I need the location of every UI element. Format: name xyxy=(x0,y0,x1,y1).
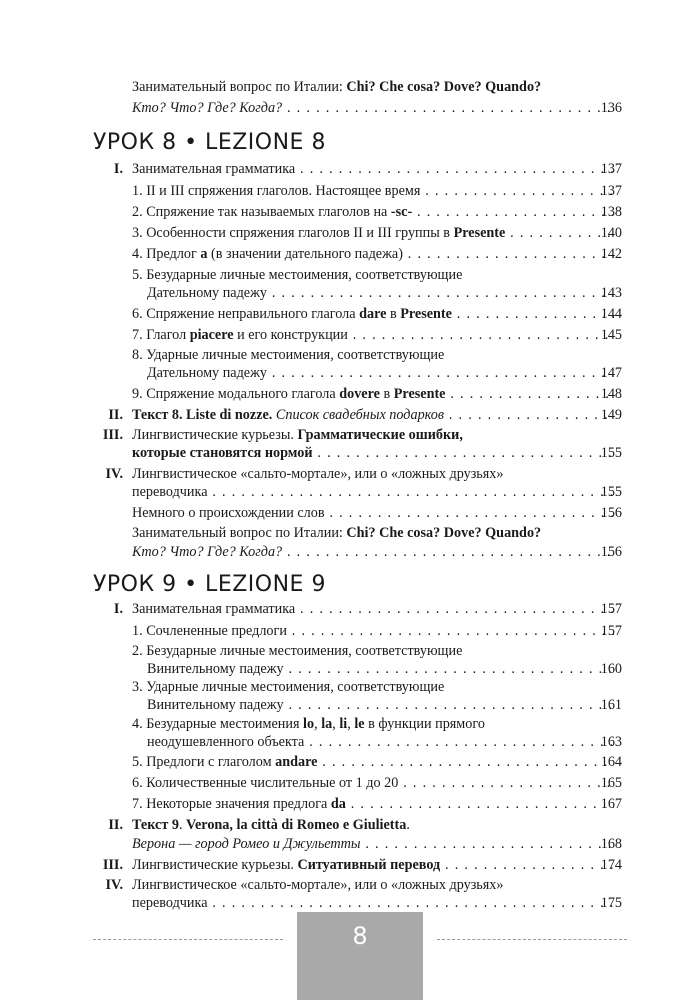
toc-entry-text: Дательному падежу xyxy=(147,365,267,381)
toc-l9-item-6[interactable] xyxy=(0,772,682,794)
toc-entry-text: Винительному падежу xyxy=(147,697,284,713)
page-number: 143 xyxy=(600,285,622,301)
toc-entry-bold: a xyxy=(200,246,208,262)
toc-l8-item-8-cont[interactable] xyxy=(0,362,682,384)
toc-l9-section-2-cont[interactable] xyxy=(0,833,682,855)
comma: , xyxy=(332,716,340,732)
toc-entry-text: 3. Ударные личные местоимения, соответствующие xyxy=(132,679,445,695)
roman-numeral: III. xyxy=(102,857,123,873)
toc-entry-italic: Список свадебных подарков xyxy=(275,407,445,423)
roman-numeral: II. xyxy=(108,407,123,423)
toc-l8-section-3-cont[interactable] xyxy=(0,442,682,464)
toc-entry-text: 5. Предлоги с глаголом xyxy=(132,754,276,770)
toc-entry-text: 7. Некоторые значения предлога xyxy=(132,796,331,812)
toc-l9-section-1[interactable] xyxy=(0,598,682,620)
toc-entry-bold: которые становятся нормой xyxy=(132,445,313,461)
page-number: 140 xyxy=(600,225,622,241)
toc-entry-text: 6. Спряжение неправильного глагола xyxy=(132,306,360,322)
page-number: 148 xyxy=(600,386,622,402)
roman-numeral: IV. xyxy=(105,466,123,482)
toc-entry-text: Занимательный вопрос по Италии: xyxy=(132,525,347,541)
page-number: 144 xyxy=(600,306,622,322)
toc-entry-bold: da xyxy=(330,796,346,812)
toc-entry-text: Занимательная грамматика xyxy=(132,161,296,177)
toc-entry-bold: dovere xyxy=(339,386,380,402)
toc-entry-text: 1. Сочлененные предлоги xyxy=(132,623,287,639)
toc-l8-section-2[interactable] xyxy=(0,404,682,426)
page-number: 142 xyxy=(600,246,622,262)
toc-entry-quiz-7-cont[interactable] xyxy=(0,97,682,119)
toc-l9-item-4-cont[interactable] xyxy=(0,731,682,753)
toc-entry-text: (в значении дательного падежа) xyxy=(207,246,403,262)
toc-entry-bold: dare xyxy=(359,306,387,322)
page-number: 149 xyxy=(600,407,622,423)
page-number: 160 xyxy=(600,661,622,677)
toc-l9-item-7[interactable] xyxy=(0,793,682,815)
toc-entry-bold: Presente xyxy=(400,306,452,322)
roman-numeral: I. xyxy=(113,601,123,617)
toc-l8-item-9[interactable] xyxy=(0,383,682,405)
toc-l8-item-7[interactable] xyxy=(0,324,682,346)
toc-entry-text: 9. Спряжение модального глагола xyxy=(132,386,340,402)
toc-entry-bold: Текст 8. Liste di nozze. xyxy=(132,407,273,423)
toc-l8-item-5-cont[interactable] xyxy=(0,282,682,304)
toc-entry-text: Занимательный вопрос по Италии: xyxy=(132,79,347,95)
page-number: 156 xyxy=(600,505,622,521)
toc-entry-text: в xyxy=(386,306,401,322)
lesson-8-heading: УРОК 8 • LEZIONE 8 xyxy=(93,130,326,155)
toc-l8-item-4[interactable] xyxy=(0,243,682,265)
separator: . xyxy=(178,817,187,833)
page-number: 155 xyxy=(600,445,622,461)
toc-entry-text: неодушевленного объекта xyxy=(147,734,305,750)
page-number: 164 xyxy=(600,754,622,770)
toc-l8-section-5[interactable] xyxy=(0,502,682,524)
page-number: 175 xyxy=(600,895,622,911)
toc-entry-bold: Chi? Che cosa? Dove? Quando? xyxy=(346,79,542,95)
toc-entry-text: и его конструкции xyxy=(233,327,348,343)
page-number: 174 xyxy=(600,857,622,873)
toc-entry-bold: le xyxy=(354,716,365,732)
page-number: 147 xyxy=(600,365,622,381)
toc-entry-text: Немного о происхождении слов xyxy=(132,505,325,521)
toc-entry-quiz-7[interactable] xyxy=(0,76,682,98)
page-number: 165 xyxy=(600,775,622,791)
toc-entry-text: 4. Безударные местоимения xyxy=(132,716,304,732)
toc-entry-bold: -sc- xyxy=(390,204,413,220)
toc-entry-bold: li xyxy=(339,716,348,732)
toc-entry-bold: Presente xyxy=(393,386,446,402)
toc-entry-text: переводчика xyxy=(132,484,208,500)
footer-dashed-line-left xyxy=(93,939,283,940)
toc-l8-item-1[interactable] xyxy=(0,180,682,202)
toc-l9-section-3[interactable] xyxy=(0,854,682,876)
toc-entry-text: переводчика xyxy=(132,895,208,911)
page-number: 161 xyxy=(600,697,622,713)
toc-entry-bold: Ситуативный перевод xyxy=(297,857,441,873)
toc-l9-section-4-cont[interactable] xyxy=(0,892,682,914)
page-number: 137 xyxy=(600,161,622,177)
toc-entry-text: Лингвистическое «сальто-мортале», или о «ложных друзьях» xyxy=(132,877,504,893)
toc-entry-bold: Verona, la città di Romeo e Giulietta xyxy=(186,817,407,833)
toc-entry-text: 3. Особенности спряжения глаголов II и III группы в xyxy=(132,225,454,241)
footer-dashed-line-right xyxy=(437,939,627,940)
toc-entry-text: в функции прямого xyxy=(364,716,485,732)
toc-entry-text: 4. Предлог xyxy=(132,246,201,262)
toc-entry-bold: Грамматические ошибки, xyxy=(297,427,463,443)
toc-entry-italic: Верона — город Ромео и Джульетты xyxy=(132,836,361,852)
page-number: 138 xyxy=(600,204,622,220)
toc-entry-italic: Кто? Что? Где? Когда? xyxy=(132,100,283,116)
toc-l8-section-6-cont[interactable] xyxy=(0,541,682,563)
toc-entry-text: 2. Безударные личные местоимения, соответствующие xyxy=(132,643,463,659)
toc-entry-text: 8. Ударные личные местоимения, соответствующие xyxy=(132,347,445,363)
toc-entry-text: Занимательная грамматика xyxy=(132,601,296,617)
separator: . xyxy=(406,817,410,833)
toc-entry-bold: andare xyxy=(275,754,318,770)
toc-entry-bold: piacere xyxy=(189,327,234,343)
page-number: 155 xyxy=(600,484,622,500)
lesson-9-heading: УРОК 9 • LEZIONE 9 xyxy=(93,572,326,597)
toc-entry-text: 1. II и III спряжения глаголов. Настоящее время xyxy=(132,183,421,199)
toc-l9-item-5[interactable] xyxy=(0,751,682,773)
toc-entry-bold: Chi? Che cosa? Dove? Quando? xyxy=(346,525,542,541)
page-number: 156 xyxy=(600,544,622,560)
toc-entry-text: 2. Спряжение так называемых глаголов на xyxy=(132,204,391,220)
page-number: 163 xyxy=(600,734,622,750)
toc-entry-bold: Presente xyxy=(453,225,506,241)
page-number-footer: 8 xyxy=(352,922,368,950)
toc-l8-section-1[interactable] xyxy=(0,158,682,180)
roman-numeral: III. xyxy=(102,427,123,443)
toc-entry-text: 6. Количественные числительные от 1 до 20 xyxy=(132,775,399,791)
comma: , xyxy=(347,716,355,732)
roman-numeral: I. xyxy=(113,161,123,177)
toc-l9-item-1[interactable] xyxy=(0,620,682,642)
toc-entry-text: Лингвистическое «сальто-мортале», или о «ложных друзьях» xyxy=(132,466,504,482)
toc-entry-text: в xyxy=(379,386,394,402)
toc-entry-text: Лингвистические курьезы. xyxy=(132,857,298,873)
roman-numeral: II. xyxy=(108,817,123,833)
toc-entry-text: 5. Безударные личные местоимения, соответствующие xyxy=(132,267,463,283)
comma: , xyxy=(314,716,322,732)
toc-entry-text: Винительному падежу xyxy=(147,661,284,677)
toc-entry-bold: lo xyxy=(303,716,315,732)
toc-entry-text: 7. Глагол xyxy=(132,327,190,343)
toc-entry-italic: Кто? Что? Где? Когда? xyxy=(132,544,283,560)
toc-entry-text: Лингвистические курьезы. xyxy=(132,427,298,443)
toc-l8-item-2[interactable] xyxy=(0,201,682,223)
toc-l8-item-6[interactable] xyxy=(0,303,682,325)
toc-l8-item-3[interactable] xyxy=(0,222,682,244)
page-number: 137 xyxy=(600,183,622,199)
toc-entry-bold: Текст 9 xyxy=(132,817,179,833)
page-number: 167 xyxy=(600,796,622,812)
page-number: 157 xyxy=(600,601,622,617)
page-number: 136 xyxy=(600,100,622,116)
toc-l8-section-4-cont[interactable] xyxy=(0,481,682,503)
page-number: 145 xyxy=(600,327,622,343)
roman-numeral: IV. xyxy=(105,877,123,893)
page-number: 157 xyxy=(600,623,622,639)
toc-entry-bold: la xyxy=(321,716,333,732)
toc-entry-text: Дательному падежу xyxy=(147,285,267,301)
page-number: 168 xyxy=(600,836,622,852)
